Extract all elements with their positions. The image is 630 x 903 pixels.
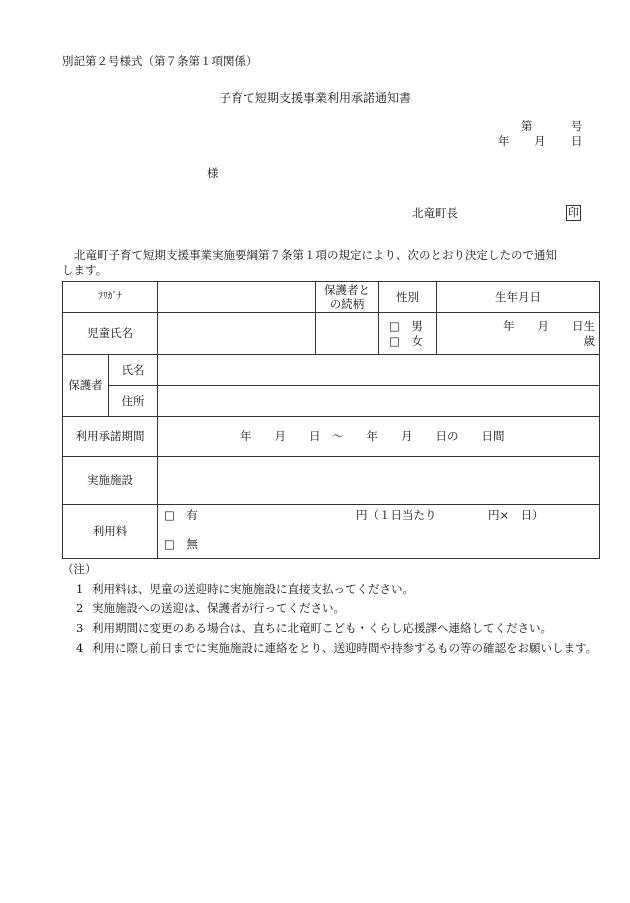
intro-text-cont: します。 [62, 263, 108, 277]
child-name-label: 児童氏名 [63, 313, 158, 355]
facility-label: 実施施設 [63, 457, 158, 505]
relation-label-2: の続柄 [329, 297, 365, 311]
sex-options [379, 313, 437, 355]
sex-label: 性別 [379, 282, 437, 313]
fee-yen-text: 円（１日当たり [356, 508, 437, 522]
document-title: 子育て短期支援事業利用承諾通知書 [218, 91, 411, 105]
relation-label [316, 282, 379, 313]
guardian-address-label: 住所 [109, 386, 158, 417]
birthdate-field[interactable] [437, 313, 600, 355]
relation-label-1: 保護者と [324, 282, 371, 297]
number-dai: 第 [521, 119, 533, 133]
note-text: 実施施設への送迎は、保護者が行ってください。 [92, 601, 345, 616]
note-number: 4 [76, 640, 84, 655]
notes-section [62, 561, 607, 659]
period-field[interactable] [158, 417, 600, 457]
date-day: 日 [571, 134, 583, 148]
female-checkbox[interactable]: □ 女 [389, 333, 423, 348]
note-number: 2 [76, 601, 84, 616]
guardian-name-label: 氏名 [109, 355, 158, 386]
guardian-name-field[interactable] [158, 355, 600, 386]
seal-text: 印 [566, 205, 581, 221]
fee-field [158, 505, 600, 559]
relation-field[interactable] [316, 313, 379, 355]
facility-field[interactable] [158, 457, 600, 505]
date-month: 月 [534, 134, 546, 148]
date-year: 年 [498, 134, 510, 148]
notes-heading: （注） [62, 562, 97, 576]
application-table [62, 281, 600, 559]
furigana-field[interactable] [158, 282, 316, 313]
form-reference: 別記第２号様式（第７条第１項関係） [62, 54, 258, 68]
note-text: 利用に際し前日までに実施施設に連絡をとり、送迎時間や持参するもの等の確認をお願いします。 [92, 640, 598, 655]
child-name-field[interactable] [158, 313, 316, 355]
guardian-address-field[interactable] [158, 386, 600, 417]
period-label: 利用承諾期間 [63, 417, 158, 457]
period-value: 年 月 日 ～ 年 月 日の 日間 [240, 429, 505, 444]
birthdate-ymd: 年 月 日生 [503, 319, 596, 334]
issuer: 北竜町長 [412, 206, 458, 220]
note-text: 利用料は、児童の送迎時に実施施設に直接支払ってください。 [92, 581, 414, 596]
note-item [62, 581, 607, 598]
guardian-label: 保護者 [63, 355, 109, 417]
note-number: 3 [76, 621, 84, 636]
fee-per-day-text: 円× 日） [488, 508, 544, 522]
seal-mark [566, 205, 581, 221]
note-number: 1 [76, 581, 84, 596]
male-checkbox[interactable]: □ 男 [389, 319, 423, 334]
fee-label: 利用料 [63, 505, 158, 559]
addressee-sama: 様 [207, 166, 219, 180]
number-go: 号 [571, 119, 583, 133]
age-label: 歳 [583, 333, 596, 348]
furigana-label: ﾌﾘｶﾞﾅ [63, 282, 158, 313]
birthdate-label: 生年月日 [437, 282, 600, 313]
fee-no-checkbox[interactable]: □ 無 [164, 537, 198, 551]
fee-yes-checkbox[interactable]: □ 有 [164, 508, 198, 522]
intro-text: 北竜町子育て短期支援事業実施要綱第７条第１項の規定により、次のとおり決定したので通知 [74, 248, 557, 262]
note-item [62, 640, 607, 657]
note-text: 利用期間に変更のある場合は、直ちに北竜町こども・くらし応援課へ連絡してください。 [92, 621, 552, 636]
note-item [62, 600, 607, 617]
note-item [62, 620, 607, 637]
